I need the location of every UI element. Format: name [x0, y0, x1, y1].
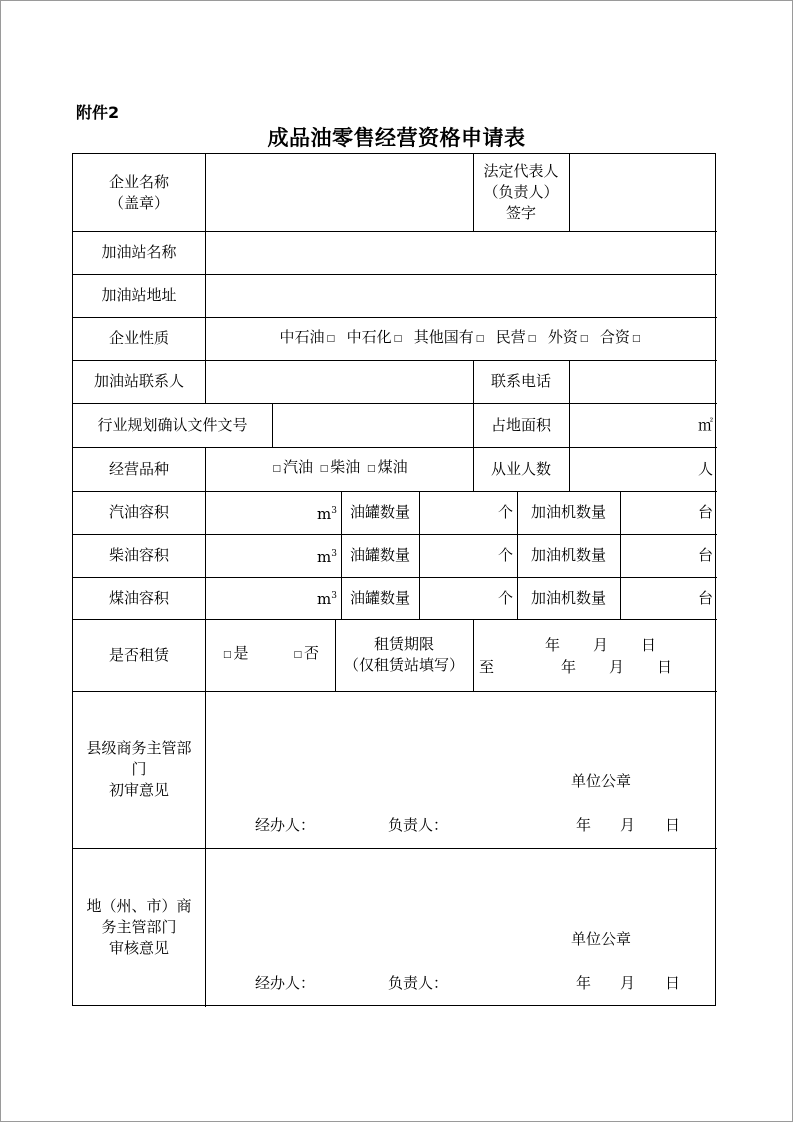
- volume-unit: [317, 501, 337, 525]
- land-area-label: 占地面积: [490, 415, 551, 434]
- prefecture-review-text: 务主管部门: [101, 917, 177, 936]
- form-title: 成品油零售经营资格申请表: [267, 125, 526, 150]
- option-lease-yes[interactable]: [221, 643, 249, 667]
- products-options: [205, 447, 473, 491]
- diesel-capacity-field[interactable]: [205, 534, 341, 577]
- option-label: 外资: [547, 327, 578, 346]
- option-label: 其他国有: [413, 327, 474, 346]
- official-seal-label: 单位公章: [571, 930, 632, 948]
- tank-count-label: 油罐数量: [349, 588, 410, 607]
- county-review-text: 县级商务主管部: [86, 739, 192, 757]
- unit-base: m: [317, 504, 332, 523]
- handler-label: 经办人：: [255, 816, 316, 834]
- checkbox-icon[interactable]: □: [527, 333, 537, 344]
- station-address-label: 加油站地址: [101, 286, 177, 304]
- unit-exponent: 3: [331, 548, 337, 559]
- kerosene-capacity-label: 煤油容积: [108, 588, 169, 607]
- land-area-field[interactable]: [569, 403, 717, 447]
- tank-unit: 个: [497, 546, 513, 564]
- option-sinopec[interactable]: [347, 327, 405, 351]
- pump-count-label: 加油机数量: [530, 588, 606, 607]
- pump-count-label: 加油机数量: [530, 503, 606, 521]
- employees-field[interactable]: [569, 447, 717, 491]
- month-label: 月: [620, 816, 636, 834]
- lease-period-label: [335, 619, 473, 691]
- pump-count-field[interactable]: [620, 577, 717, 619]
- option-gasoline[interactable]: [270, 457, 313, 481]
- pump-unit: 台: [697, 546, 713, 564]
- gasoline-capacity-field[interactable]: [205, 491, 341, 534]
- enterprise-nature-label: 企业性质: [108, 329, 169, 347]
- gasoline-capacity-label: 汽油容积: [108, 503, 169, 521]
- year-label: 年: [576, 816, 592, 834]
- option-label: 民营: [495, 327, 526, 346]
- day-label: 日: [665, 974, 681, 992]
- enterprise-nature-options: [205, 317, 717, 360]
- checkbox-icon[interactable]: □: [272, 464, 281, 474]
- tank-count-field[interactable]: [419, 534, 517, 577]
- pump-count-field[interactable]: [620, 491, 717, 534]
- option-label: 汽油: [282, 458, 313, 476]
- day-label: 日: [641, 636, 657, 654]
- option-foreign[interactable]: [548, 327, 591, 351]
- month-label: 月: [593, 636, 609, 654]
- company-name-text: 企业名称: [108, 172, 169, 191]
- checkbox-icon[interactable]: □: [223, 650, 232, 660]
- option-label: 煤油: [377, 458, 408, 476]
- lease-period-note: （仅租赁站填写）: [343, 656, 464, 674]
- option-lease-no[interactable]: [291, 643, 319, 667]
- planning-doc-field[interactable]: [272, 403, 473, 447]
- option-diesel[interactable]: [318, 457, 361, 481]
- station-contact-field[interactable]: [205, 360, 473, 403]
- legal-rep-signature-field[interactable]: [569, 154, 717, 231]
- official-seal-label: 单位公章: [571, 772, 632, 790]
- month-label: 月: [620, 974, 636, 992]
- checkbox-icon[interactable]: □: [367, 464, 376, 474]
- responsible-label: 负责人：: [388, 974, 449, 992]
- pump-unit: 台: [697, 503, 713, 521]
- checkbox-icon[interactable]: □: [475, 333, 485, 344]
- option-label: 中石油: [279, 327, 325, 346]
- option-label: 否: [303, 644, 319, 662]
- products-label: 经营品种: [108, 459, 169, 478]
- legal-rep-label: [473, 154, 569, 231]
- checkbox-icon[interactable]: □: [319, 464, 329, 474]
- to-label: 至: [479, 658, 495, 676]
- pump-count-label: 加油机数量: [530, 546, 606, 564]
- tank-count-label: 油罐数量: [349, 546, 410, 564]
- checkbox-icon[interactable]: □: [393, 333, 403, 344]
- planning-doc-label: 行业规划确认文件文号: [97, 415, 248, 434]
- day-label: 日: [657, 658, 673, 676]
- option-sinopec-petrochina[interactable]: [280, 327, 338, 351]
- area-unit: ㎡: [697, 415, 713, 434]
- checkbox-icon[interactable]: □: [326, 333, 336, 344]
- unit-base: m: [317, 590, 332, 608]
- year-label: 年: [545, 636, 561, 654]
- company-seal-text: （盖章）: [108, 193, 169, 212]
- option-kerosene[interactable]: [365, 457, 408, 481]
- pump-unit: 台: [697, 588, 713, 607]
- option-label: 中石化: [346, 327, 392, 346]
- attachment-label: 附件2: [76, 103, 120, 122]
- unit-exponent: 3: [331, 591, 337, 601]
- tank-unit: 个: [497, 503, 513, 521]
- prefecture-review-text: 审核意见: [108, 938, 169, 957]
- checkbox-icon[interactable]: □: [631, 333, 641, 344]
- signature-text: 签字: [505, 204, 536, 222]
- phone-label: 联系电话: [490, 372, 551, 390]
- checkbox-icon[interactable]: □: [293, 650, 302, 660]
- checkbox-icon[interactable]: □: [579, 333, 589, 344]
- tank-unit: 个: [497, 588, 513, 607]
- option-joint-venture[interactable]: [600, 327, 643, 351]
- responsible-label: 负责人：: [388, 816, 449, 834]
- lease-period-field[interactable]: [473, 619, 717, 691]
- option-private[interactable]: [496, 327, 539, 351]
- company-name-label: [73, 154, 205, 231]
- year-label: 年: [561, 658, 577, 676]
- station-name-field[interactable]: [205, 231, 717, 274]
- county-review-field[interactable]: [205, 691, 717, 848]
- diesel-capacity-label: 柴油容积: [108, 546, 169, 564]
- prefecture-review-label: [73, 848, 205, 1006]
- prefecture-review-text: 地（州、市）商: [86, 896, 192, 915]
- option-label: 合资: [599, 327, 630, 346]
- county-review-text: 门: [131, 760, 147, 778]
- pump-count-field[interactable]: [620, 534, 717, 577]
- option-other-state-owned[interactable]: [414, 327, 487, 351]
- county-review-label: [73, 691, 205, 848]
- day-label: 日: [665, 816, 681, 834]
- company-name-field[interactable]: [205, 154, 473, 231]
- county-review-text: 初审意见: [108, 781, 169, 799]
- application-form: [72, 153, 716, 1006]
- phone-field[interactable]: [569, 360, 717, 403]
- legal-rep-text: 法定代表人: [483, 162, 559, 180]
- employees-unit: 人: [697, 459, 713, 478]
- kerosene-capacity-field[interactable]: [205, 577, 341, 619]
- tank-count-field[interactable]: [419, 491, 517, 534]
- option-label: 是: [233, 644, 249, 662]
- handler-label: 经办人：: [255, 974, 316, 992]
- station-address-field[interactable]: [205, 274, 717, 317]
- tank-count-label: 油罐数量: [349, 503, 410, 521]
- month-label: 月: [609, 658, 625, 676]
- unit-exponent: 3: [331, 505, 337, 516]
- volume-unit: [317, 544, 337, 568]
- employees-label: 从业人数: [490, 459, 551, 478]
- lease-label: 是否租赁: [108, 645, 169, 664]
- year-label: 年: [576, 974, 592, 992]
- option-label: 柴油: [330, 458, 361, 476]
- prefecture-review-field[interactable]: [205, 848, 717, 1006]
- unit-base: m: [317, 547, 332, 566]
- station-name-label: 加油站名称: [101, 243, 177, 261]
- responsible-person-text: （负责人）: [483, 183, 559, 201]
- tank-count-field[interactable]: [419, 577, 517, 619]
- volume-unit: [317, 586, 337, 610]
- lease-period-text: 租赁期限: [373, 635, 434, 653]
- lease-options: [205, 619, 335, 691]
- station-contact-label: 加油站联系人: [93, 372, 184, 390]
